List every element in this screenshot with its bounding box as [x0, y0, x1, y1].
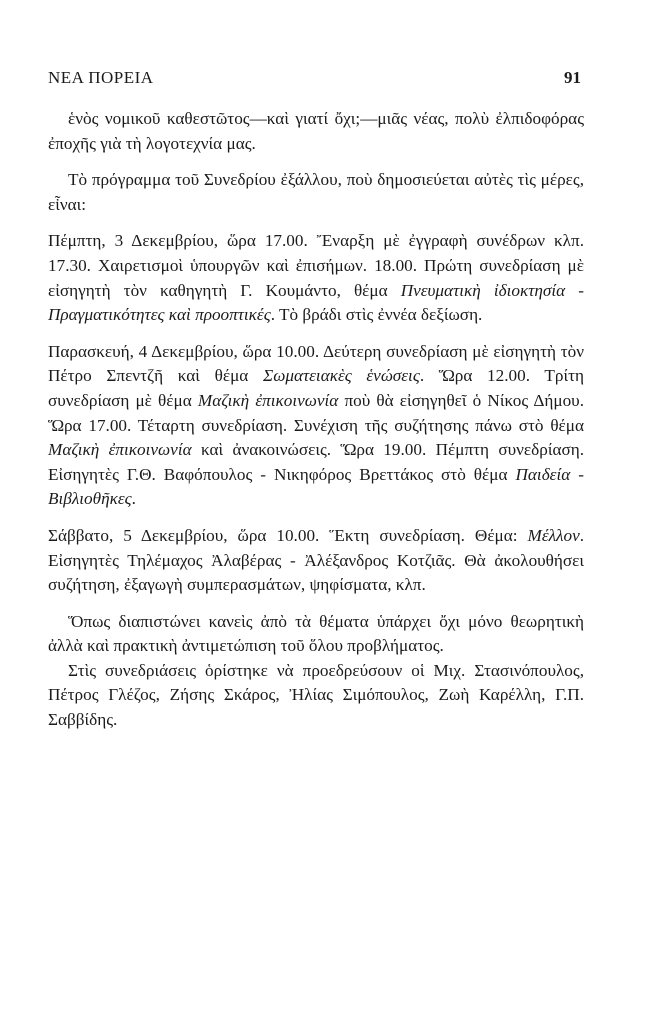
paragraph-thursday-schedule: [48, 229, 584, 327]
friday-topic-1: Σωματειακὲς ἑνώσεις: [263, 366, 420, 386]
saturday-text-2: . Εἰσηγητὲς Τηλέμαχος Ἀλαβέρας - Ἀλέξανδρος Κοτζιᾶς. Θὰ ἀκολουθήσει συζήτηση, ἐξαγωγὴ συμπερασμάτων, ψηφίσματα, κλπ.: [48, 525, 584, 595]
thursday-topic: Πνευματικὴ ἰδιοκτησία - Πραγματικότητες καὶ προοπτικές: [48, 280, 584, 325]
friday-text-5: .: [131, 489, 136, 509]
saturday-topic: Μέλλον: [527, 525, 580, 545]
friday-topic-4: Παιδεία - Βιβλιοθῆκες: [48, 464, 584, 509]
friday-text-1: Παρασκευή, 4 Δεκεμβρίου, ὥρα 10.00. Δεύτερη συνεδρίαση μὲ εἰσηγητὴ τὸν Πέτρο Σπεντζῆ καὶ θέμα: [48, 341, 584, 386]
page-number: 91: [564, 68, 581, 87]
thursday-text-1: Πέμπτη, 3 Δεκεμβρίου, ὥρα 17.00. Ἔναρξη μὲ ἐγγραφὴ συνέδρων κλπ. 17.30. Χαιρετισμοὶ ὑπουργῶν καὶ ἐπισήμων. 18.00. Πρώτη συνεδρίαση μὲ εἰσηγητὴ τὸν καθηγητὴ Γ. Κουμάντο, θέμα: [48, 231, 584, 300]
friday-text-3: ποὺ θὰ εἰσηγηθεῖ ὁ Νίκος Δήμου. Ὥρα 17.00. Τέταρτη συνεδρίαση. Συνέχιση τῆς συζήτησης πάνω στὸ θέμα: [48, 390, 584, 435]
thursday-text-2: . Τὸ βράδι στὶς ἐννέα δεξίωση.: [270, 305, 483, 325]
friday-topic-3: Μαζικὴ ἐπικοινωνία: [48, 440, 192, 460]
paragraph-friday-schedule: [48, 340, 584, 512]
saturday-text-1: Σάββατο, 5 Δεκεμβρίου, ὥρα 10.00. Ἕκτη συνεδρίαση. Θέμα:: [48, 525, 528, 545]
running-title: ΝΕΑ ΠΟΡΕΙΑ: [48, 68, 154, 87]
paragraph-programme-intro: Τὸ πρόγραμμα τοῦ Συνεδρίου ἐξάλλου, ποὺ δημοσιεύεται αὐτὲς τὶς μέρες, εἶναι:: [48, 170, 584, 214]
paragraph-chairs: Στὶς συνεδριάσεις ὁρίστηκε νὰ προεδρεύσουν οἱ Μιχ. Στασινόπουλος, Πέτρος Γλέζος, Ζήσης Σκάρος, Ἠλίας Σιμόπουλος, Ζωὴ Καρέλλη, Γ.Π. Σαββίδης.: [48, 660, 584, 730]
paragraph-observation: Ὅπως διαπιστώνει κανεὶς ἀπὸ τὰ θέματα ὑπάρχει ὄχι μόνο θεωρητικὴ ἀλλὰ καὶ πρακτικὴ ἀντιμετώπιση τοῦ ὅλου προβλήματος.: [48, 611, 584, 656]
body-text: [48, 107, 584, 733]
page-header: [48, 68, 581, 88]
paragraph-saturday-schedule: [48, 524, 584, 598]
paragraph-continuation: ἑνὸς νομικοῦ καθεστῶτος—καὶ γιατί ὄχι;—μιᾶς νέας, πολὺ ἐλπιδοφόρας ἐποχῆς γιὰ τὴ λογοτεχνία μας.: [48, 109, 584, 153]
friday-text-2: . Ὥρα 12.00. Τρίτη συνεδρίαση μὲ θέμα: [48, 366, 585, 410]
friday-text-4: καὶ ἀνακοινώσεις. Ὥρα 19.00. Πέμπτη συνεδρίαση. Εἰσηγητὲς Γ.Θ. Βαφόπουλος - Νικηφόρος Βρεττάκος στὸ θέμα: [48, 440, 584, 484]
friday-topic-2: Μαζικὴ ἐπικοινωνία: [197, 390, 339, 410]
